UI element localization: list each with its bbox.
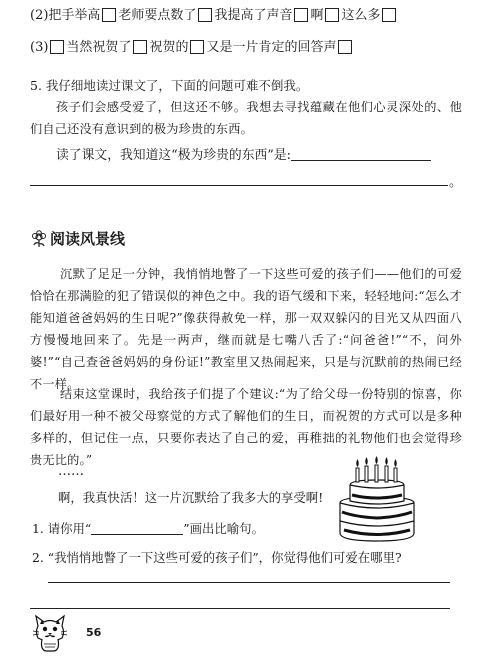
cat-mascot-icon (30, 612, 70, 652)
answer-box[interactable] (133, 40, 147, 54)
question-1-pre: 1. 请你用“ (32, 521, 92, 536)
answer-box[interactable] (382, 8, 396, 22)
birthday-cake-illustration (336, 455, 418, 545)
answer-line[interactable] (30, 185, 448, 186)
row3-text-1: (3) (30, 40, 49, 55)
section-heading: 阅读风景线 (50, 230, 126, 248)
reading-paragraph-3: 啊，我真快活！这一片沉默给了我多大的享受啊! (58, 490, 324, 505)
page-number: 56 (86, 626, 102, 639)
answer-box[interactable] (190, 40, 204, 54)
row3-text-4: 又是一片肯定的回答声 (206, 40, 337, 55)
answer-box[interactable] (294, 8, 308, 22)
row2-text-2: 老师要点数了 (118, 8, 197, 23)
row2-text-3: 我提高了声音 (214, 8, 293, 23)
answer-box[interactable] (50, 40, 64, 54)
question-5-prompt (56, 148, 431, 164)
question-5-passage: 孩子们会感受爱了，但这还不够。我想去寻找蕴藏在他们心灵深处的、他们自己还没有意识到的极为珍贵的东西。 (30, 100, 462, 136)
end-mark: 。 (449, 175, 463, 190)
flower-icon (30, 230, 48, 248)
row2-text-5: 这么多 (341, 8, 381, 23)
row2-text-4: 啊 (310, 8, 324, 23)
question-2: 2. “我悄悄地瞥了一下这些可爱的孩子们”，你觉得他们可爱在哪里? (32, 550, 402, 565)
answer-box[interactable] (198, 8, 212, 22)
fill-row-2 (30, 8, 398, 24)
row3-text-3: 祝贺的 (149, 40, 189, 55)
reading-paragraph-1: 沉默了足足一分钟，我悄悄地瞥了一下这些可爱的孩子们——他们的可爱恰恰在那满脸的犯了错误似的神色之中。我的语气缓和下来，轻轻地问:“怎么才能知道爸爸妈妈的生日呢?”像获得赦免一样，那一双双躲闪的目光又从四面八方慢慢地回来了。先是一两声，继而就是七嘴八舌了:“问爸爸!”“不，问外婆!”“自己查爸爸妈妈的身份证!”教室里又热闹起来，只是与沉默前的热闹已经不一样。 (30, 267, 462, 391)
answer-box[interactable] (338, 40, 352, 54)
question-1-post: ”画出比喻句。 (183, 521, 264, 536)
underline-sample (91, 534, 183, 535)
fill-row-3 (30, 40, 354, 56)
answer-line[interactable] (48, 582, 450, 583)
answer-blank[interactable] (291, 160, 431, 161)
question-5-title: 5. 我仔细地读过课文了，下面的问题可难不倒我。 (30, 78, 309, 93)
prompt-text: 读了课文，我知道这“极为珍贵的东西”是: (56, 148, 291, 163)
row2-text-1: (2)把手举高 (30, 8, 101, 23)
answer-line[interactable] (30, 608, 450, 609)
reading-paragraph-2: 结束这堂课时，我给孩子们提了个建议:“为了给父母一份特别的惊喜，你们最好用一种不被父母察觉的方式了解他们的生日，而祝贺的方式可以是多种多样的，但记住一点，只要你表达了自己的爱，再稚拙的礼物他们也会觉得珍贵无比的。” (30, 387, 462, 467)
row3-text-2: 当然祝贺了 (66, 40, 132, 55)
question-1 (32, 521, 264, 537)
ellipsis: …… (58, 464, 84, 479)
answer-box[interactable] (325, 8, 339, 22)
answer-box[interactable] (102, 8, 116, 22)
